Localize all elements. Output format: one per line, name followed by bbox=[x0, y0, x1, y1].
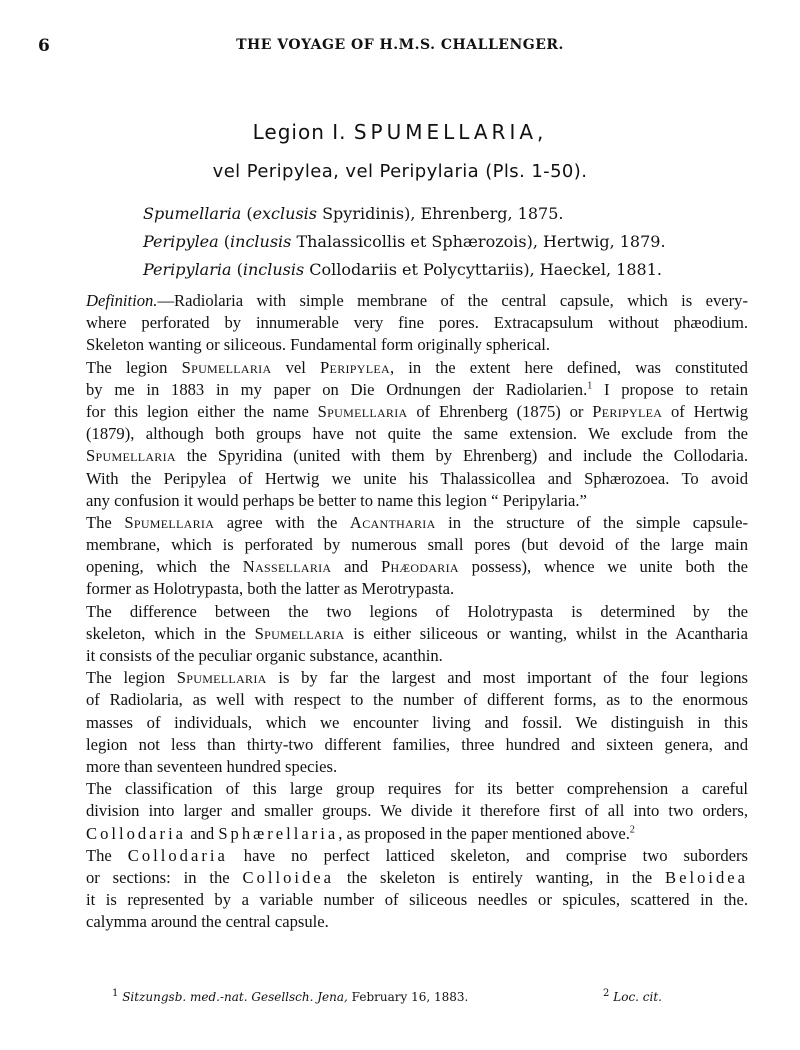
body-text bbox=[52, 290, 748, 933]
synonym-qualifier: inclusis bbox=[230, 232, 292, 251]
synonym-qualifier: exclusis bbox=[252, 204, 317, 223]
footnote-2: $^2$ Loc. cit. bbox=[603, 988, 662, 1004]
synonym-entry: Peripylea (inclusis Thalassicollis et Sphærozois), Hertwig, 1879. bbox=[143, 232, 666, 251]
paragraph-7: The Collodaria have no perfect latticed skeleton, and comprise two suborders or sections: in the Colloidea the skeleton is entirely wanting, in the Beloidea it is represented by a variable number of siliceous needles or spicules, scattered in the. calymma around the central capsule. bbox=[86, 845, 749, 932]
synonym-entry: Spumellaria (exclusis Spyridinis), Ehrenberg, 1875. bbox=[143, 204, 564, 223]
synonym-rest: Collodariis et Polycyttariis), Haeckel, 1881. bbox=[304, 260, 662, 279]
legion-subtitle: vel Peripylea, vel Peripylaria (Pls. 1-50). bbox=[212, 161, 588, 182]
paragraph-definition: Definition.—Radiolaria with simple membrane of the central capsule, which is every- where perforated by innumerable very fine pores. Extracapsulum without phæodium. Skeleton wanting or siliceous. Fundamental form originally spherical. bbox=[86, 291, 748, 355]
synonym-qualifier: inclusis bbox=[242, 260, 305, 279]
synonym-rest: Spyridinis), Ehrenberg, 1875. bbox=[316, 204, 564, 223]
paragraph-3: The Spumellaria agree with the Acantharia in the structure of the simple capsule- membrane, which is perforated by numerous small pores (but devoid of the large main opening, which the Nassellaria and Phæodaria possess), whence we unite both the former as Holotrypasta, both the latter as Merotrypasta. bbox=[86, 512, 748, 599]
paragraph-6: The classification of this large group requires for its better comprehension a careful division into larger and smaller groups. We divide it therefore first of all into two orders, Collodaria and Sphærellaria, as proposed in the paper mentioned above.$^2$ bbox=[86, 779, 748, 843]
synonym-name: Spumellaria bbox=[143, 204, 242, 223]
running-title: THE VOYAGE OF H.M.S. CHALLENGER. bbox=[236, 37, 564, 53]
synonym-rest: Thalassicollis et Sphærozois), Hertwig, 1879. bbox=[291, 232, 666, 251]
legion-title-name: SPUMELLARIA, bbox=[353, 120, 548, 144]
paragraph-4: The difference between the two legions of Holotrypasta is determined by the skeleton, which in the Spumellaria is either siliceous or wanting, whilst in the Acantharia it consists of the peculiar organic substance, acanthin. bbox=[86, 601, 748, 665]
synonym-name: Peripylaria bbox=[143, 260, 232, 279]
synonym-entry: Peripylaria (inclusis Collodariis et Polycyttariis), Haeckel, 1881. bbox=[143, 260, 662, 279]
legion-title bbox=[0, 120, 800, 144]
footnote-1: $^1$ Sitzungsb. med.-nat. Gesellsch. Jena, February 16, 1883. bbox=[112, 988, 469, 1004]
synonymy-list bbox=[143, 200, 743, 284]
running-header bbox=[38, 36, 762, 56]
footnotes bbox=[112, 990, 710, 1008]
legion-title-prefix: Legion I. bbox=[252, 120, 354, 144]
paragraph-2: The legion Spumellaria vel Peripylea, in the extent here defined, was constituted by me in 1883 in my paper on Die Ordnungen der Radiolarien.$^1$ I propose to retain for this legion either the name Spumellaria of Ehrenberg (1875) or Peripylea of Hertwig (1879), although both groups have not quite the same extension. We exclude from the Spumellaria the Spyridina (united with them by Ehrenberg) and include the Collodaria. With the Peripylea of Hertwig we unite his Thalassicollea and Sphærozoea. To avoid any confusion it would perhaps be better to name this legion “ Peripylaria.” bbox=[86, 357, 749, 510]
synonym-name: Peripylea bbox=[143, 232, 219, 251]
paragraph-5: The legion Spumellaria is by far the largest and most important of the four legions of Radiolaria, as well with respect to the number of different forms, as to the enormous masses of individuals, which we encounter living and fossil. We distinguish in this legion not less than thirty-two different families, three hundred and sixteen genera, and more than seventeen hundred species. bbox=[86, 668, 748, 776]
page-number: 6 bbox=[38, 36, 50, 56]
definition-label: Definition. bbox=[86, 291, 158, 310]
